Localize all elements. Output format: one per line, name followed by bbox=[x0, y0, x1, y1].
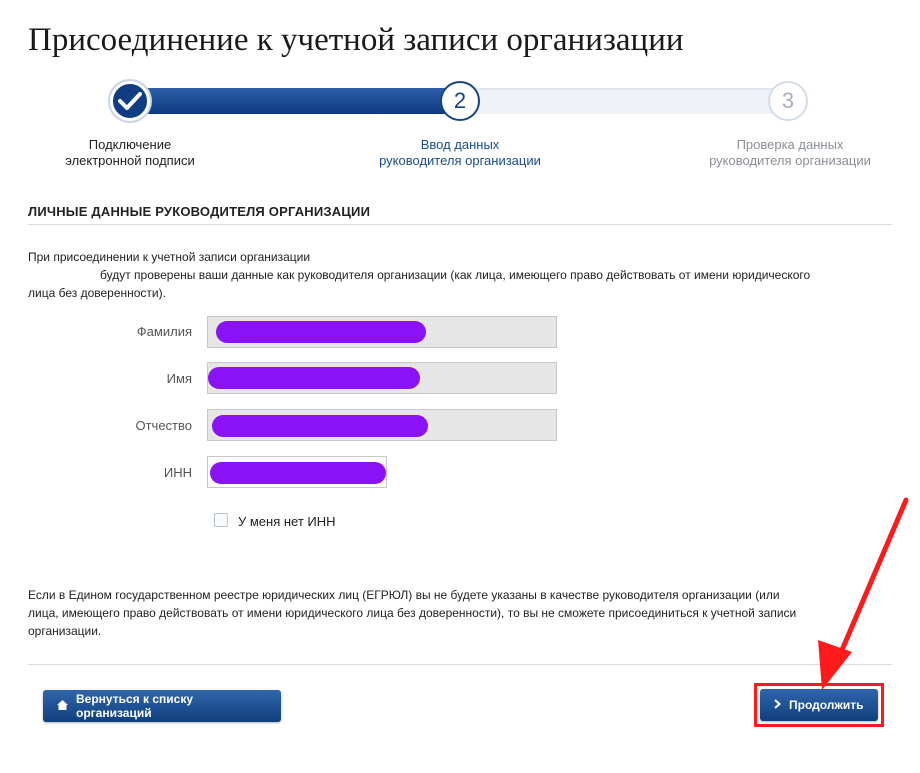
surname-label: Фамилия bbox=[136, 324, 192, 339]
intro-line-3: лица без доверенности). bbox=[28, 286, 166, 300]
continue-button-label: Продолжить bbox=[789, 698, 864, 712]
intro-line-1: При присоединении к учетной записи организации bbox=[28, 250, 311, 264]
no-inn-label[interactable]: У меня нет ИНН bbox=[238, 514, 336, 529]
back-button-label: Вернуться к списку организаций bbox=[76, 692, 193, 720]
step-2-circle: 2 bbox=[440, 81, 480, 121]
step-3-label-line1: Проверка данных bbox=[736, 137, 844, 152]
warning-line-3: организации. bbox=[28, 624, 102, 638]
step-3-label-line2: руководителя организации bbox=[709, 153, 871, 168]
step-1-label-line1: Подключение bbox=[88, 137, 172, 152]
inn-label: ИНН bbox=[163, 465, 192, 480]
name-label: Имя bbox=[166, 371, 192, 386]
page-title: Присоединение к учетной записи организации bbox=[28, 22, 684, 58]
step-2-label-line1: Ввод данных bbox=[420, 137, 500, 152]
step-3-circle: 3 bbox=[768, 81, 808, 121]
patronymic-label: Отчество bbox=[135, 418, 192, 433]
section-title: ЛИЧНЫЕ ДАННЫЕ РУКОВОДИТЕЛЯ ОРГАНИЗАЦИИ bbox=[28, 204, 371, 219]
warning-line-2: лица, имеющего право действовать от имени юридического лица без доверенности), то вы не сможете присоединиться к учетной записи bbox=[28, 606, 797, 620]
warning-line-1: Если в Едином государственном реестре юридических лиц (ЕГРЮЛ) вы не будете указаны в качестве руководителя организации (или bbox=[28, 588, 780, 602]
step-2-label-line2: руководителя организации bbox=[379, 153, 541, 168]
step-1-label-line2: электронной подписи bbox=[65, 153, 195, 168]
intro-line-2: будут проверены ваши данные как руководителя организации (как лица, имеющего право действовать от имени юридического bbox=[100, 268, 811, 282]
